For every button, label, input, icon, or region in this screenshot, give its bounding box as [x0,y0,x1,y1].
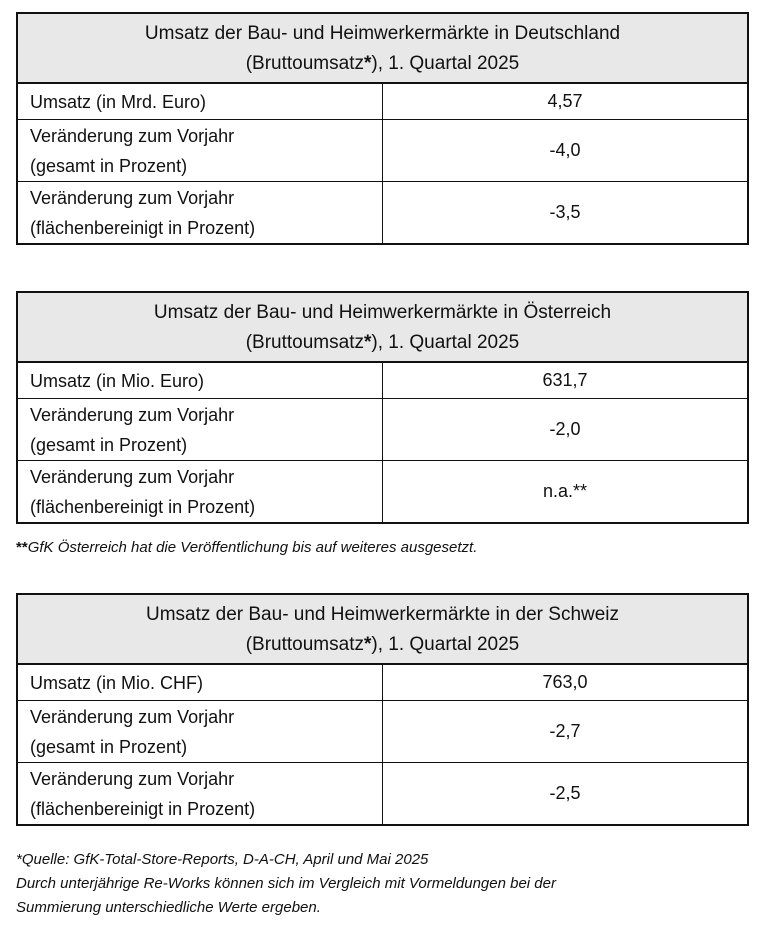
table-title [17,13,748,83]
table-row [17,120,748,182]
footnote-marker: ** [16,539,28,556]
table-row [17,83,748,120]
table-title-line2: (Bruttoumsatz*), 1. Quartal 2025 [245,634,520,655]
row-label: Veränderung zum Vorjahr (gesamt in Prozent) [17,701,383,763]
row-label: Veränderung zum Vorjahr (flächenbereinigt in Prozent) [17,763,383,826]
table-austria [16,291,749,524]
table-title-line2: (Bruttoumsatz*), 1. Quartal 2025 [245,332,520,353]
source-line: *Quelle: GfK-Total-Store-Reports, D-A-CH, April und Mai 2025 [16,851,429,868]
row-value: -4,0 [383,120,749,182]
table-title-line1: Umsatz der Bau- und Heimwerkermärkte in der Schweiz [145,604,620,625]
row-value: -2,7 [383,701,749,763]
table-row [17,461,748,524]
table-row [17,182,748,245]
table-title-line1: Umsatz der Bau- und Heimwerkermärkte in Deutschland [144,23,621,44]
table-row [17,701,748,763]
source-notes [16,848,556,920]
row-value: -3,5 [383,182,749,245]
table-header-row [17,292,748,362]
table-row [17,362,748,399]
row-label: Umsatz (in Mrd. Euro) [17,83,383,120]
row-label: Umsatz (in Mio. CHF) [17,664,383,701]
rework-note-line: Durch unterjährige Re-Works können sich im Vergleich mit Vormeldungen bei der [16,875,556,892]
row-value: n.a.** [383,461,749,524]
table-title-line2: (Bruttoumsatz*), 1. Quartal 2025 [245,53,520,74]
table-row [17,399,748,461]
row-label: Veränderung zum Vorjahr (gesamt in Prozent) [17,120,383,182]
table-header-row [17,13,748,83]
table-title-line1: Umsatz der Bau- und Heimwerkermärkte in Österreich [153,302,612,323]
row-value: 763,0 [383,664,749,701]
table-header-row [17,594,748,664]
row-value: -2,0 [383,399,749,461]
footnote-text: GfK Österreich hat die Veröffentlichung bis auf weiteres ausgesetzt. [27,539,478,556]
row-label: Veränderung zum Vorjahr (flächenbereinigt in Prozent) [17,461,383,524]
austria-footnote [16,536,477,560]
row-value: -2,5 [383,763,749,826]
table-row [17,664,748,701]
table-germany [16,12,749,245]
rework-note-line: Summierung unterschiedliche Werte ergeben. [16,899,321,916]
row-value: 4,57 [383,83,749,120]
row-label: Umsatz (in Mio. Euro) [17,362,383,399]
row-value: 631,7 [383,362,749,399]
row-label: Veränderung zum Vorjahr (flächenbereinigt in Prozent) [17,182,383,245]
row-label: Veränderung zum Vorjahr (gesamt in Prozent) [17,399,383,461]
table-row [17,763,748,826]
table-title [17,594,748,664]
table-title [17,292,748,362]
table-switzerland [16,593,749,826]
